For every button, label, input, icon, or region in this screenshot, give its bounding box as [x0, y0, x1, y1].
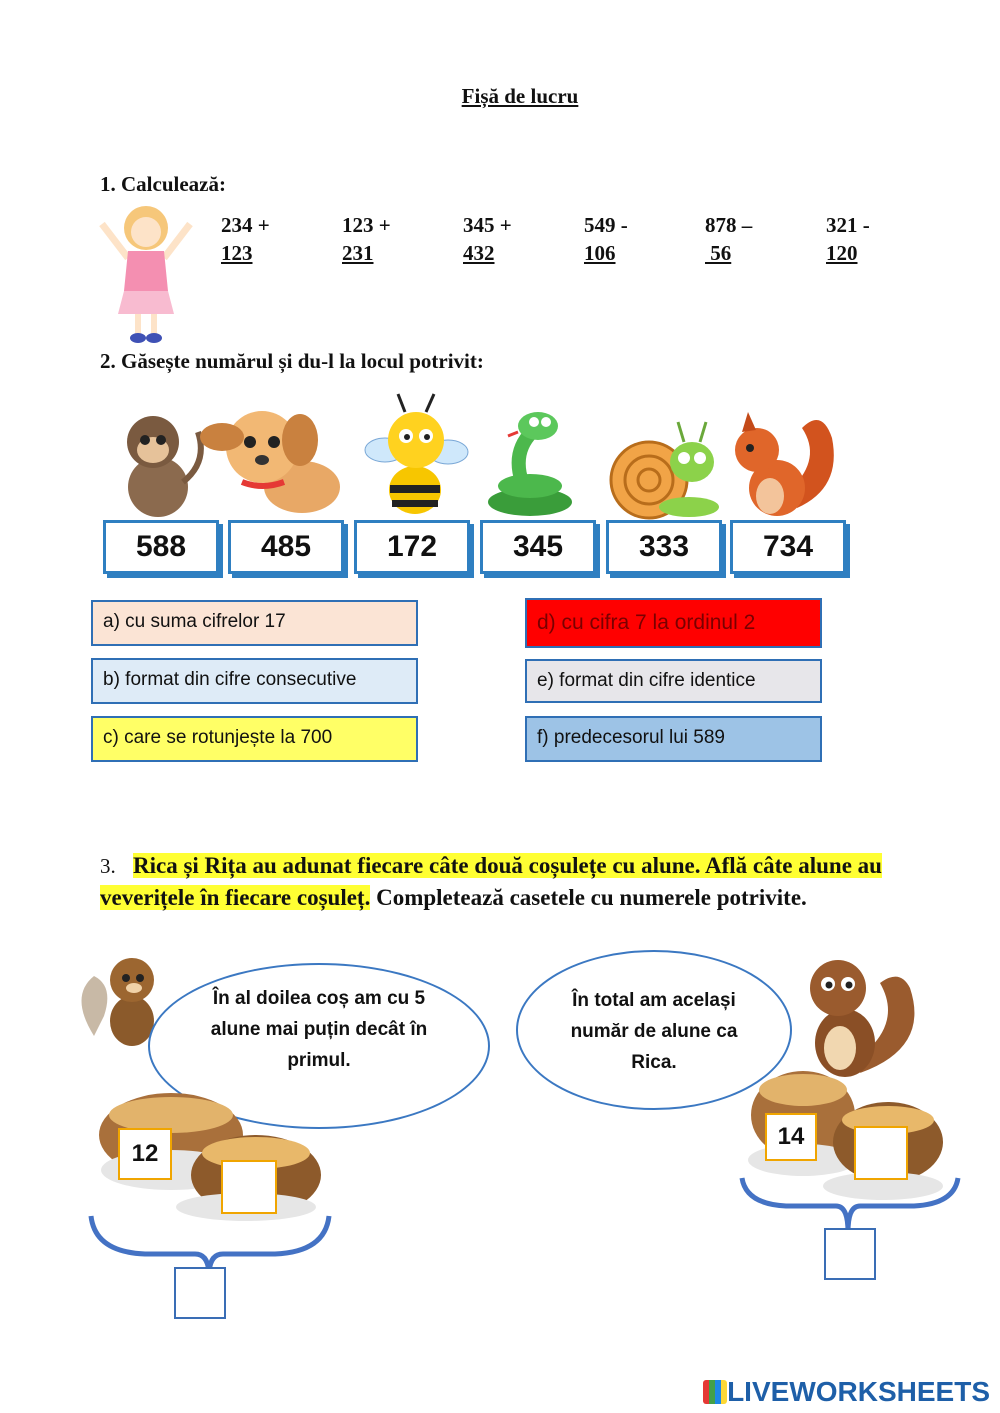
- operation-1: [221, 211, 270, 267]
- basket-left-1-value: 12: [118, 1128, 172, 1180]
- operation-bottom: 120: [826, 241, 858, 265]
- operation-6: [826, 211, 870, 267]
- option-c[interactable]: c) care se rotunjește la 700: [91, 716, 418, 762]
- basket-left-2-answer-box[interactable]: [221, 1160, 277, 1214]
- operation-top: 878 –: [705, 213, 753, 237]
- number-card-5[interactable]: 333: [606, 520, 722, 574]
- operation-top: 345 +: [463, 213, 512, 237]
- liveworksheets-logo: [703, 1376, 990, 1408]
- page-title: Fișă de lucru: [461, 84, 579, 108]
- operation-top: 123 +: [342, 213, 391, 237]
- operation-2: [342, 211, 391, 267]
- task3-highlighted-text: Rica și Rița au adunat fiecare câte două coșulețe cu alune. Află câte alune au veverițele în fiecare coșuleț.: [100, 853, 882, 910]
- number-card-2[interactable]: 485: [228, 520, 344, 574]
- number-card-4[interactable]: 345: [480, 520, 596, 574]
- operation-top: 549 -: [584, 213, 628, 237]
- operation-4: [584, 211, 628, 267]
- option-a[interactable]: a) cu suma cifrelor 17: [91, 600, 418, 646]
- task3-instruction: Completează casetele cu numerele potrivite.: [370, 885, 807, 910]
- operation-bottom: 123: [221, 241, 253, 265]
- number-card-6[interactable]: 734: [730, 520, 846, 574]
- basket-right-1-value: 14: [765, 1113, 817, 1161]
- bee-illustration: [360, 390, 470, 520]
- task3-number: 3.: [100, 854, 116, 878]
- operation-3: [463, 211, 512, 267]
- operation-bottom: 231: [342, 241, 374, 265]
- task1-heading: 1. Calculează:: [100, 172, 226, 196]
- option-d[interactable]: d) cu cifra 7 la ordinul 2: [525, 598, 822, 648]
- option-f[interactable]: f) predecesorul lui 589: [525, 716, 822, 762]
- option-b[interactable]: b) format din cifre consecutive: [91, 658, 418, 704]
- operation-bottom: 432: [463, 241, 495, 265]
- dog-illustration: [192, 392, 352, 522]
- number-card-1[interactable]: 588: [103, 520, 219, 574]
- operation-bottom: 106: [584, 241, 616, 265]
- speech-bubble-left: În al doilea coș am cu 5 alune mai puțin decât în primul.: [148, 963, 490, 1129]
- snake-illustration: [482, 402, 582, 520]
- number-card-3[interactable]: 172: [354, 520, 470, 574]
- right-total-answer-box[interactable]: [824, 1228, 876, 1280]
- logo-text: LIVEWORKSHEETS: [727, 1376, 990, 1407]
- girl-illustration: [98, 196, 194, 346]
- operation-top: 234 +: [221, 213, 270, 237]
- snail-illustration: [604, 412, 724, 520]
- squirrel-illustration: [722, 408, 847, 522]
- operation-top: 321 -: [826, 213, 870, 237]
- option-e[interactable]: e) format din cifre identice: [525, 659, 822, 703]
- logo-icon: [703, 1380, 727, 1404]
- operation-bottom: 56: [705, 241, 732, 265]
- operation-5: [705, 211, 752, 267]
- left-total-answer-box[interactable]: [174, 1267, 226, 1319]
- task2-heading: 2. Găsește numărul și du-l la locul potrivit:: [100, 349, 484, 373]
- task3-text: [100, 850, 930, 913]
- speech-bubble-right: În total am același număr de alune ca Rica.: [516, 950, 792, 1110]
